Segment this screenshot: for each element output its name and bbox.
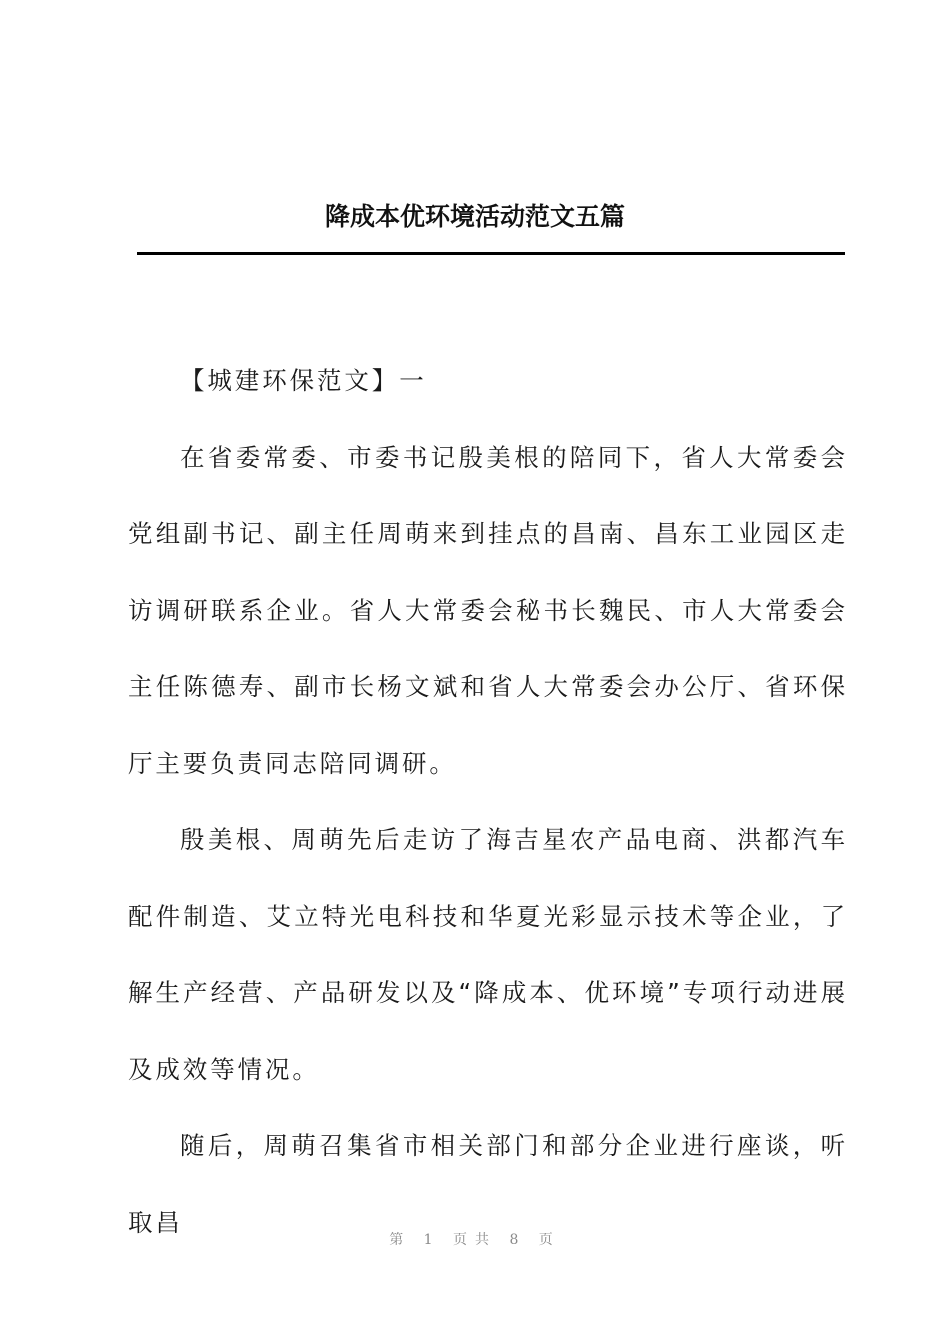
paragraph: 殷美根、周萌先后走访了海吉星农产品电商、洪都汽车配件制造、艾立特光电科技和华夏光彩显示技术等企业，了解生产经营、产品研发以及“降成本、优环境”专项行动进展及成效等情况。 xyxy=(128,825,848,1084)
paragraph-section-heading: 【城建环保范文】一 xyxy=(180,366,427,395)
title-divider xyxy=(137,252,845,255)
page-number-footer: 第 1 页共 8 页 xyxy=(389,1232,561,1248)
document-title: 降成本优环境活动范文五篇 xyxy=(324,202,625,231)
document-body xyxy=(128,343,848,1261)
paragraph: 在省委常委、市委书记殷美根的陪同下，省人大常委会党组副书记、副主任周萌来到挂点的昌南、昌东工业园区走访调研联系企业。省人大常委会秘书长魏民、市人大常委会主任陈德寿、副市长杨文斌和省人大常委会办公厅、省环保厅主要负责同志陪同调研。 xyxy=(128,442,848,778)
paragraph: 随后，周萌召集省市相关部门和部分企业进行座谈，听取昌 xyxy=(128,1131,848,1237)
